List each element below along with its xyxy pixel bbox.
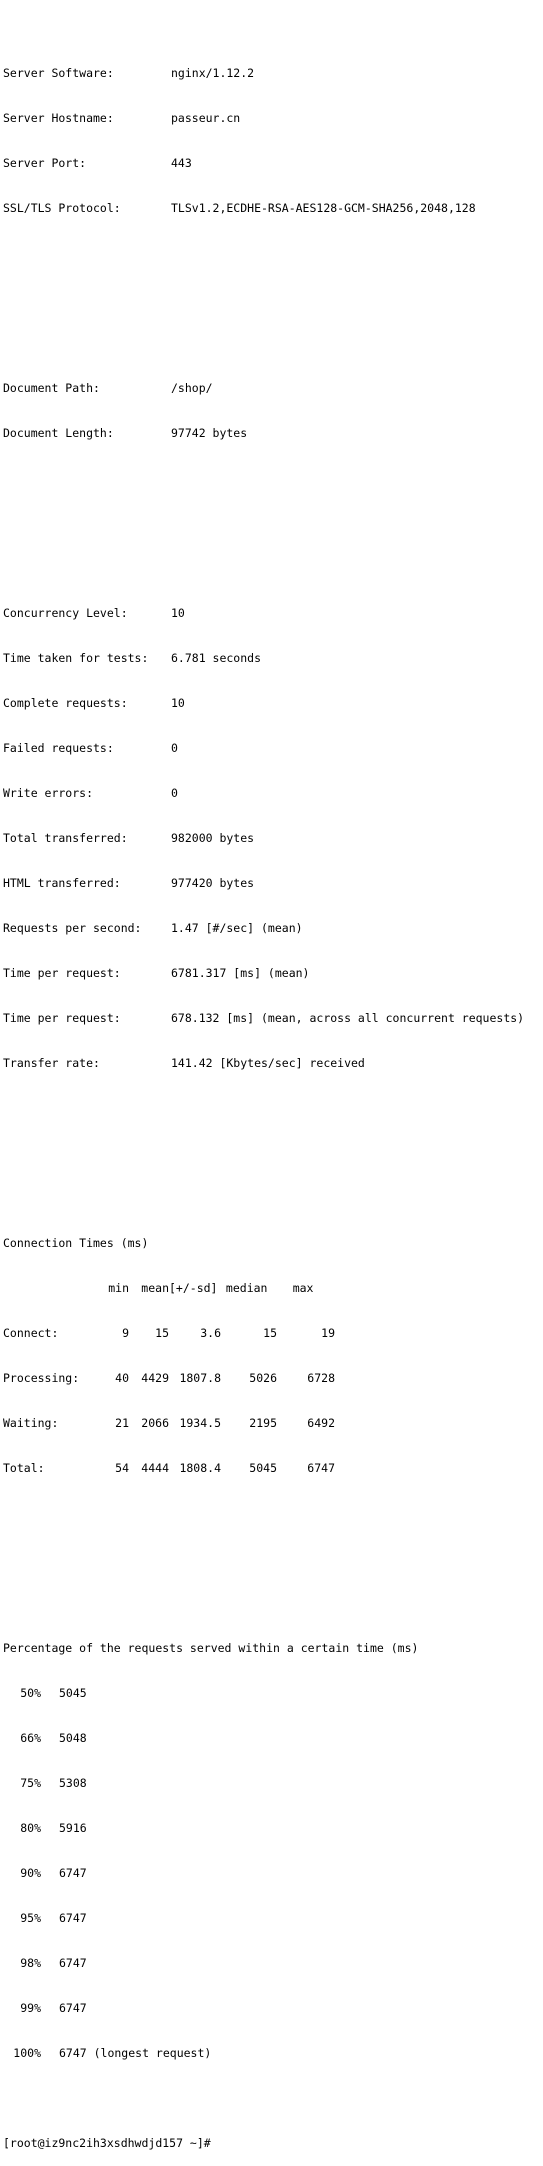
list-item — [3, 1821, 541, 1836]
header-median: median — [225, 1281, 268, 1295]
percentiles-title: Percentage of the requests served within a certain time (ms) — [3, 1641, 419, 1655]
list-item — [3, 1911, 541, 1926]
percentile-label: 98% — [20, 1956, 41, 1970]
cell-median: 2195 — [249, 1416, 277, 1430]
cell-min: 54 — [115, 1461, 129, 1475]
kv-line-ssl-protocol — [3, 201, 541, 216]
kv-line-complete-requests — [3, 696, 541, 711]
blank-line — [3, 1146, 541, 1161]
kv-value: 977420 bytes — [171, 876, 255, 890]
cell-max: 6747 — [307, 1461, 335, 1475]
cell-mean: 15 — [155, 1326, 169, 1340]
kv-line-server-hostname — [3, 111, 541, 126]
blank-line — [3, 291, 541, 306]
kv-value: 678.132 [ms] (mean, across all concurrent requests) — [171, 1011, 525, 1025]
percentile-value: 6747 (longest request) — [59, 2046, 212, 2060]
kv-value: 443 — [171, 156, 192, 170]
terminal-output[interactable] — [3, 6, 541, 2150]
table-row — [3, 1326, 541, 1341]
blank-line — [3, 516, 541, 531]
cell-median: 5045 — [249, 1461, 277, 1475]
list-item — [3, 2001, 541, 2016]
percentile-value: 5916 — [59, 1821, 87, 1835]
connection-times-section — [3, 1206, 541, 1506]
connection-times-header — [3, 1281, 541, 1296]
percentile-label: 75% — [20, 1776, 41, 1790]
header-mean: mean — [141, 1281, 169, 1295]
percentile-value: 6747 — [59, 1956, 87, 1970]
kv-key: Document Length: — [3, 426, 114, 440]
cell-max: 19 — [321, 1326, 335, 1340]
kv-value: TLSv1.2,ECDHE-RSA-AES128-GCM-SHA256,2048,128 — [171, 201, 476, 215]
kv-key: HTML transferred: — [3, 876, 121, 890]
kv-line-document-path — [3, 381, 541, 396]
kv-key: Requests per second: — [3, 921, 142, 935]
cell-min: 21 — [115, 1416, 129, 1430]
cell-max: 6728 — [307, 1371, 335, 1385]
percentile-value: 5308 — [59, 1776, 87, 1790]
kv-key: Write errors: — [3, 786, 94, 800]
kv-line-concurrency-level — [3, 606, 541, 621]
kv-line-server-software — [3, 66, 541, 81]
kv-value: 0 — [171, 786, 178, 800]
percentile-value: 5045 — [59, 1686, 87, 1700]
kv-line-requests-per-second — [3, 921, 541, 936]
cell-sd: 1934.5 — [179, 1416, 221, 1430]
kv-key: Time per request: — [3, 1011, 121, 1025]
kv-key: Document Path: — [3, 381, 100, 395]
percentile-value: 6747 — [59, 1866, 87, 1880]
kv-value: 141.42 [Kbytes/sec] received — [171, 1056, 365, 1070]
header-sd: [+/-sd] — [169, 1281, 218, 1295]
percentile-label: 80% — [20, 1821, 41, 1835]
kv-line-transfer-rate — [3, 1056, 541, 1071]
cell-max: 6492 — [307, 1416, 335, 1430]
cell-mean: 2066 — [141, 1416, 169, 1430]
kv-key: Time taken for tests: — [3, 651, 149, 665]
kv-line-time-taken — [3, 651, 541, 666]
document-info-section — [3, 351, 541, 471]
kv-key: Server Hostname: — [3, 111, 114, 125]
kv-key: SSL/TLS Protocol: — [3, 201, 121, 215]
shell-prompt[interactable]: [root@iz9nc2ih3xsdhwdjd157 ~]# — [3, 2136, 211, 2150]
kv-line-time-per-request-mean — [3, 966, 541, 981]
kv-value: 1.47 [#/sec] (mean) — [171, 921, 303, 935]
kv-line-write-errors — [3, 786, 541, 801]
kv-key: Transfer rate: — [3, 1056, 100, 1070]
kv-key: Server Port: — [3, 156, 87, 170]
kv-value: 10 — [171, 696, 185, 710]
percentile-value: 6747 — [59, 2001, 87, 2015]
percentile-label: 90% — [20, 1866, 41, 1880]
cell-min: 40 — [115, 1371, 129, 1385]
cell-median: 5026 — [249, 1371, 277, 1385]
row-label: Connect: — [3, 1326, 59, 1340]
cell-min: 9 — [122, 1326, 129, 1340]
kv-line-html-transferred — [3, 876, 541, 891]
cell-mean: 4429 — [141, 1371, 169, 1385]
kv-value: passeur.cn — [171, 111, 241, 125]
kv-value: 982000 bytes — [171, 831, 255, 845]
kv-line-time-per-request-concurrent — [3, 1011, 541, 1026]
kv-line-total-transferred — [3, 831, 541, 846]
kv-key: Time per request: — [3, 966, 121, 980]
percentile-label: 99% — [20, 2001, 41, 2015]
blank-line — [3, 1551, 541, 1566]
table-row — [3, 1461, 541, 1476]
kv-value: 97742 bytes — [171, 426, 248, 440]
percentiles-section — [3, 1611, 541, 2091]
kv-key: Total transferred: — [3, 831, 128, 845]
list-item — [3, 1776, 541, 1791]
percentile-label: 66% — [20, 1731, 41, 1745]
kv-key: Complete requests: — [3, 696, 128, 710]
table-row — [3, 1371, 541, 1386]
percentile-label: 100% — [13, 2046, 41, 2060]
percentile-value: 6747 — [59, 1911, 87, 1925]
header-min: min — [108, 1281, 129, 1295]
cell-sd: 1808.4 — [179, 1461, 221, 1475]
header-max: max — [292, 1281, 314, 1295]
row-label: Processing: — [3, 1371, 80, 1385]
percentile-label: 50% — [20, 1686, 41, 1700]
kv-line-failed-requests — [3, 741, 541, 756]
cell-sd: 1807.8 — [179, 1371, 221, 1385]
connection-times-title: Connection Times (ms) — [3, 1236, 149, 1250]
percentile-value: 5048 — [59, 1731, 87, 1745]
kv-value: /shop/ — [171, 381, 213, 395]
server-info-section — [3, 36, 541, 246]
cell-sd: 3.6 — [200, 1326, 221, 1340]
list-item — [3, 1866, 541, 1881]
list-item — [3, 1956, 541, 1971]
kv-value: 0 — [171, 741, 178, 755]
kv-key: Failed requests: — [3, 741, 114, 755]
percentile-label: 95% — [20, 1911, 41, 1925]
kv-value: 10 — [171, 606, 185, 620]
stats-section — [3, 576, 541, 1101]
kv-value: nginx/1.12.2 — [171, 66, 255, 80]
list-item — [3, 1731, 541, 1746]
kv-key: Server Software: — [3, 66, 114, 80]
kv-line-server-port — [3, 156, 541, 171]
cell-mean: 4444 — [141, 1461, 169, 1475]
kv-value: 6.781 seconds — [171, 651, 262, 665]
list-item — [3, 2046, 541, 2061]
kv-value: 6781.317 [ms] (mean) — [171, 966, 310, 980]
cell-median: 15 — [263, 1326, 277, 1340]
table-row — [3, 1416, 541, 1431]
row-label: Total: — [3, 1461, 45, 1475]
kv-line-document-length — [3, 426, 541, 441]
row-label: Waiting: — [3, 1416, 59, 1430]
list-item — [3, 1686, 541, 1701]
kv-key: Concurrency Level: — [3, 606, 128, 620]
